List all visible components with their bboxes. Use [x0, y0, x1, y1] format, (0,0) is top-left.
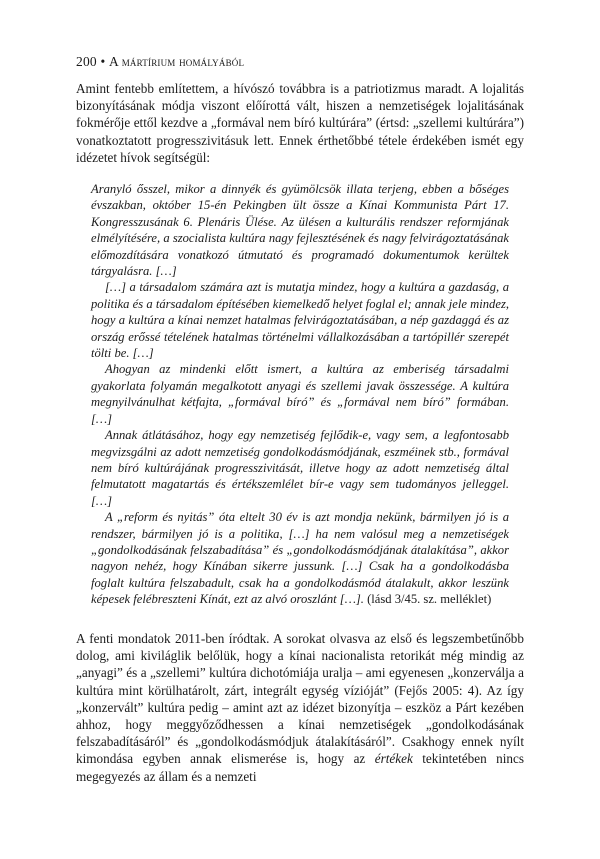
block-quote: [91, 181, 509, 608]
intro-text: Amint fentebb említettem, a hívószó továbbra is a patriotizmus maradt. A lojalitás bizonyításának módja viszont előírottá vált, hiszen a nemzetiségek lojalitásának fokmérője ettől kezdve a „formával nem bíró kultúrára” (értsd: „szellemi kultúrára”) vonatkoztatott progresszivitásuk lett. Ennek érthetőbbé tétele érdekében ismét egy idézetet hívok segítségül:: [76, 81, 524, 165]
closing-text: [76, 630, 524, 785]
quote-paragraph-5: [91, 509, 509, 607]
quote-reference: (lásd 3/45. sz. melléklet): [367, 592, 492, 607]
book-title: A mártírium homályából: [108, 54, 245, 69]
intro-paragraph: [76, 80, 524, 166]
quote-paragraph-2: […] a társadalom számára azt is mutatja mindez, hogy a kultúra a gazdaság, a politika és a társadalom építésében kiemelkedő helyet foglal el; annak jele mindez, hogy a kultúra a kínai nemzet hatalmas felvirágoztatásában, a nép gazdaggá és az ország erőssé tételének hatalmas történelmi vállalkozásában a tartópillér szerepét tölti be. […]: [91, 280, 509, 361]
closing-text-part-1: A fenti mondatok 2011-ben íródtak. A sorokat olvasva az első és legszembetűnőbb dolog, ami kiviláglik belőlük, hogy a kínai nacionalista retorikát még mindig az „anyagi” és a „szellemi” kultúra dichotómiája uralja – ami egyenesen „konzerválja a kultúra mint körülhatárolt, zárt, integrált egység vízióját” (Fejős 2005: 4). Az így „konzervált” kultúra pedig – amint azt az idézet bizonyítja – eszköz a Párt kezében ahhoz, hogy meggyőződhessen a kínai nemzetiségek „gondolkodásának felszabadításáról” és „gondolkodásmódjuk átalakításáról”. Csakhogy ennek nyílt kimondása egyben annak elismerése is, hogy az: [76, 631, 524, 767]
quote-paragraph-5-text: A „reform és nyitás” óta eltelt 30 év is azt mondja nekünk, bármilyen jó is a rendszer, bármilyen jó is a politika, […] ha nem valósul meg a nemzetiségek „gondolkodásának felszabadítása” és „gondolkodásmódjának átalakítása”, akkor nagyon nehéz, hogy Kínában sikerre jussunk. […] Csak ha a gondolkodásba foglalt kultúra felszabadult, csak ha a gondolkodásmód átalakult, akkor leszünk képesek felébreszteni Kínát, ezt az alvó oroszlánt […].: [91, 510, 509, 607]
page-number: 200: [76, 54, 97, 69]
quote-paragraph-4: Annak átlátásához, hogy egy nemzetiség fejlődik-e, vagy sem, a legfontosabb megvizsgálni az adott nemzetiség gondolkodásmódjának, eszméinek stb., formával nem bíró kultúrájának progresszivitását, illetve hogy az adott nemzetiség által felmutatott magatartás és értékszemlélet bír-e vagy sem tudományos jelleggel. […]: [91, 428, 509, 508]
header-bullet: •: [100, 54, 106, 69]
closing-emphasis: értékek: [374, 751, 413, 767]
running-header: [76, 54, 244, 70]
closing-text-part-2: tekintetében nincs megegyezés az állam és a nemzeti: [76, 751, 524, 784]
closing-paragraph: [76, 630, 524, 785]
quote-paragraph-1: Aranyló ősszel, mikor a dinnyék és gyümölcsök illata terjeng, ebben a bőséges évszakban, október 15-én Pekingben ült össze a Kínai Kommunista Párt 17. Kongresszusának 6. Plenáris Ülése. Az ülésen a kulturális rendszer reformjának elmélyítésére, a szocialista kultúra nagy fejlesztésének és nagy felvirágoztatásának előmozdítására vonatkozó útmutató és programadó dokumentumok kerültek tárgyalásra. […]: [91, 182, 509, 279]
quote-paragraph-3: Ahogyan az mindenki előtt ismert, a kultúra az emberiség társadalmi gyakorlata folyamán megalkotott anyagi és szellemi javak összessége. A kultúra megnyilvánulhat kétfajta, „formával bíró” és „formával nem bíró” formában. […]: [91, 362, 509, 426]
